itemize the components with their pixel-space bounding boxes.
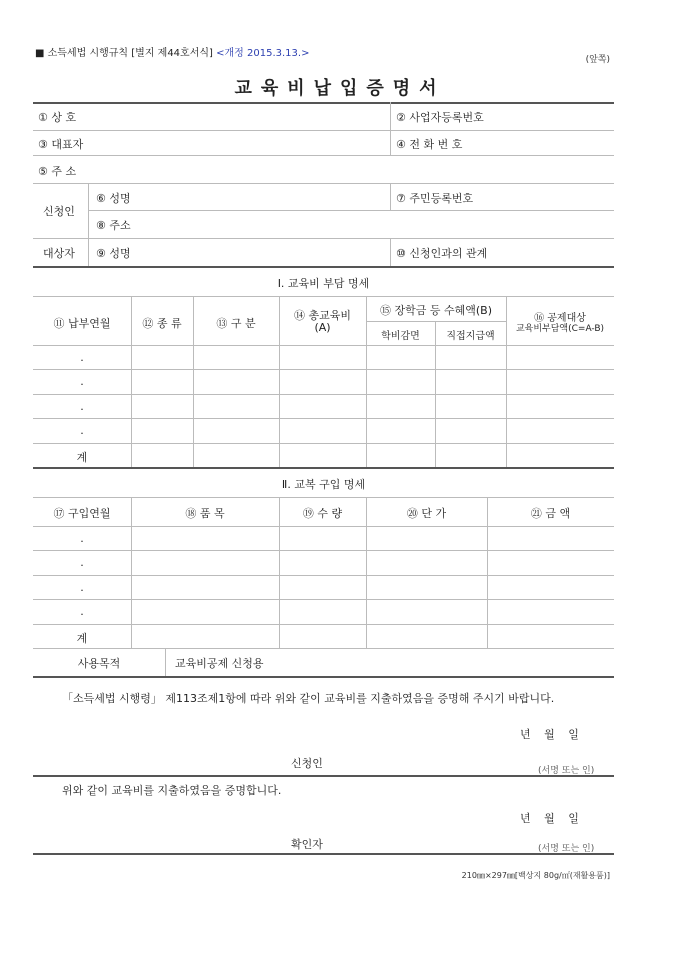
relation-label: ⑩ 신청인과의 관계 — [396, 247, 488, 260]
divider — [33, 394, 614, 395]
col-total-edu: ⑭ 총교육비 — [293, 309, 351, 322]
applicant-address-label: ⑧ 주소 — [96, 219, 131, 232]
col-unit-price: ⑳ 단 가 — [406, 507, 447, 520]
col-quantity: ⑲ 수 량 — [302, 507, 343, 520]
page-side-label: (앞쪽) — [585, 55, 610, 65]
divider — [33, 418, 614, 419]
divider — [33, 775, 614, 777]
divider — [165, 648, 166, 676]
divider — [88, 210, 614, 211]
table-row-date: . — [80, 556, 84, 569]
divider — [33, 550, 614, 551]
applicant-rrn-label: ⑦ 주민등록번호 — [396, 192, 474, 205]
divider — [33, 345, 614, 346]
table-row-date: . — [80, 375, 84, 388]
table-row-date: . — [80, 424, 84, 437]
col-deductible: ⑯ 공제대상 — [534, 313, 586, 324]
table-row-date: . — [80, 581, 84, 594]
confirm-date: 년 월 일 — [520, 812, 579, 825]
divider — [33, 296, 614, 297]
request-date: 년 월 일 — [520, 728, 579, 741]
divider — [390, 183, 391, 210]
divider — [366, 321, 506, 322]
applicant-label: 신청인 — [43, 205, 75, 218]
table-row-date: . — [80, 605, 84, 618]
col-payment-month: ⑪ 납부연월 — [53, 317, 111, 330]
section2-title: Ⅱ. 교복 구입 명세 — [281, 478, 366, 491]
request-statement: 「소득세법 시행령」 제113조제1항에 따라 위와 같이 교육비를 지출하였음을 증명해 주시기 바랍니다. — [62, 692, 555, 705]
table-row-date: . — [80, 400, 84, 413]
table-row-date: . — [80, 351, 84, 364]
total-label: 계 — [76, 451, 88, 464]
col-item: ⑱ 품 목 — [185, 507, 225, 520]
divider — [33, 575, 614, 576]
col-deductible-formula: 교육비부담액(C=A-B) — [515, 324, 605, 334]
business-number-label: ② 사업자등록번호 — [396, 111, 484, 124]
section1-title: Ⅰ. 교육비 부담 명세 — [277, 277, 370, 290]
divider — [33, 497, 614, 498]
target-name-label: ⑨ 성명 — [96, 247, 131, 260]
col-category: ⑬ 구 분 — [216, 317, 256, 330]
company-label: ① 상 호 — [38, 111, 77, 124]
document-title: 교육비납입증명서 — [234, 78, 446, 99]
divider — [33, 155, 614, 156]
divider — [390, 238, 391, 266]
divider — [33, 624, 614, 625]
confirmer-label: 확인자 — [291, 838, 323, 851]
purpose-label: 사용목적 — [77, 657, 121, 670]
divider — [435, 321, 436, 467]
col-tuition-reduction: 학비감면 — [381, 331, 420, 342]
divider — [33, 599, 614, 600]
divider — [33, 853, 614, 855]
col-total-edu-a: (A) — [314, 321, 331, 334]
table-top-border — [33, 102, 614, 104]
phone-label: ④ 전 화 번 호 — [396, 138, 463, 151]
applicant-name-label: ⑥ 성명 — [96, 192, 131, 205]
divider — [33, 443, 614, 444]
divider — [33, 526, 614, 527]
revision-text: <개정 2015.3.13.> — [216, 48, 310, 59]
divider — [33, 183, 614, 184]
divider — [33, 467, 614, 469]
divider — [33, 238, 614, 239]
col-direct-payment: 직접지급액 — [446, 331, 495, 342]
col-scholarship: ⑮ 장학금 등 수혜액(B) — [379, 304, 492, 317]
divider — [33, 676, 614, 678]
form-reference — [35, 44, 309, 59]
confirm-statement: 위와 같이 교육비를 지출하였음을 증명합니다. — [62, 784, 282, 797]
divider — [33, 266, 614, 268]
address-label: ⑤ 주 소 — [38, 165, 77, 178]
applicant-sign-note: (서명 또는 인) — [538, 766, 595, 776]
divider — [33, 648, 614, 649]
divider — [33, 130, 614, 131]
table-row-date: . — [80, 532, 84, 545]
form-ref-text: ■ 소득세법 시행규칙 [별지 제44호서식] — [35, 48, 213, 59]
divider — [366, 296, 367, 467]
paper-spec: 210㎜×297㎜[백상지 80g/㎡(재활용품)] — [461, 871, 610, 880]
divider — [33, 369, 614, 370]
total-label: 계 — [76, 632, 88, 645]
divider — [390, 102, 391, 155]
representative-label: ③ 대표자 — [38, 138, 84, 151]
divider — [88, 183, 89, 266]
col-amount: ㉑ 금 액 — [530, 507, 571, 520]
purpose-value: 교육비공제 신청용 — [175, 657, 264, 670]
confirmer-sign-note: (서명 또는 인) — [538, 844, 595, 854]
col-type: ⑫ 종 류 — [142, 317, 182, 330]
col-purchase-month: ⑰ 구입연월 — [53, 507, 111, 520]
applicant-signer-label: 신청인 — [291, 757, 323, 770]
target-label: 대상자 — [43, 247, 75, 260]
